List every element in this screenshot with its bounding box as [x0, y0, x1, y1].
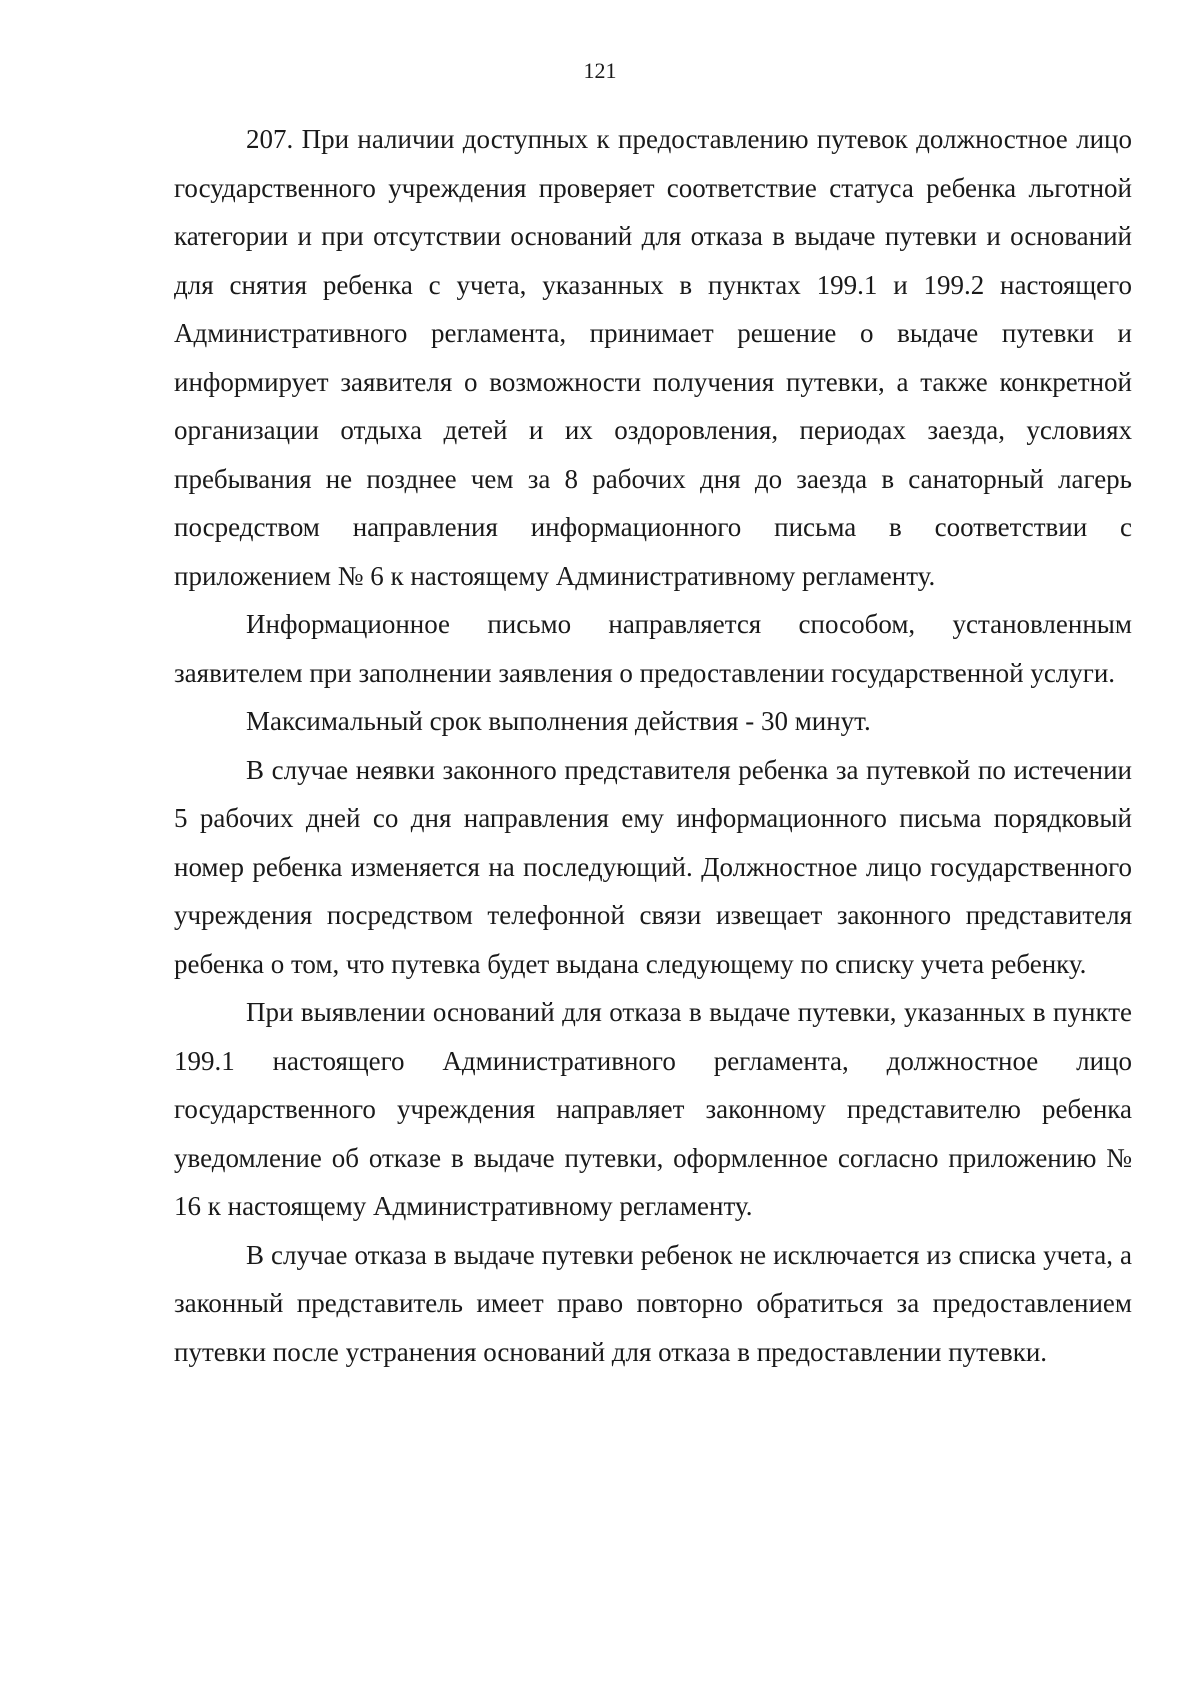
- paragraph-no-show: В случае неявки законного представителя ребенка за путевкой по истечении 5 рабочих дней со дня направления ему информационного письма порядковый номер ребенка изменяется на последующий. Должностное лицо государственного учреждения посредством телефонной связи извещает законного представителя ребенка о том, что путевка будет выдана следующему по списку учета ребенку.: [174, 754, 1132, 979]
- paragraph-max-duration: Максимальный срок выполнения действия - 30 минут.: [246, 706, 871, 736]
- paragraph-refusal-consequences: В случае отказа в выдаче путевки ребенок не исключается из списка учета, а законный представитель имеет право повторно обратиться за предоставлением путевки после устранения оснований для отказа в предоставлении путевки.: [174, 1239, 1132, 1367]
- paragraph-207-decision: 207. При наличии доступных к предоставлению путевок должностное лицо государственного учреждения проверяет соответствие статуса ребенка льготной категории и при отсутствии оснований для отказа в выдаче путевки и оснований для снятия ребенка с учета, указанных в пунктах 199.1 и 199.2 настоящего Административного регламента, принимает решение о выдаче путевки и информирует заявителя о возможности получения путевки, а также конкретной организации отдыха детей и их оздоровления, периодах заезда, условиях пребывания не позднее чем за 8 рабочих дня до заезда в санаторный лагерь посредством направления информационного письма в соответствии с приложением № 6 к настоящему Административному регламенту.: [174, 124, 1132, 591]
- paragraph-info-letter-method: Информационное письмо направляется способом, установленным заявителем при заполнении заявления о предоставлении государственной услуги.: [174, 609, 1132, 688]
- document-body: [174, 115, 1132, 1376]
- page-number: 121: [583, 58, 617, 83]
- paragraph-refusal-grounds: При выявлении оснований для отказа в выдаче путевки, указанных в пункте 199.1 настоящего Административного регламента, должностное лицо государственного учреждения направляет законному представителю ребенка уведомление об отказе в выдаче путевки, оформленное согласно приложению № 16 к настоящему Административному регламенту.: [174, 997, 1132, 1221]
